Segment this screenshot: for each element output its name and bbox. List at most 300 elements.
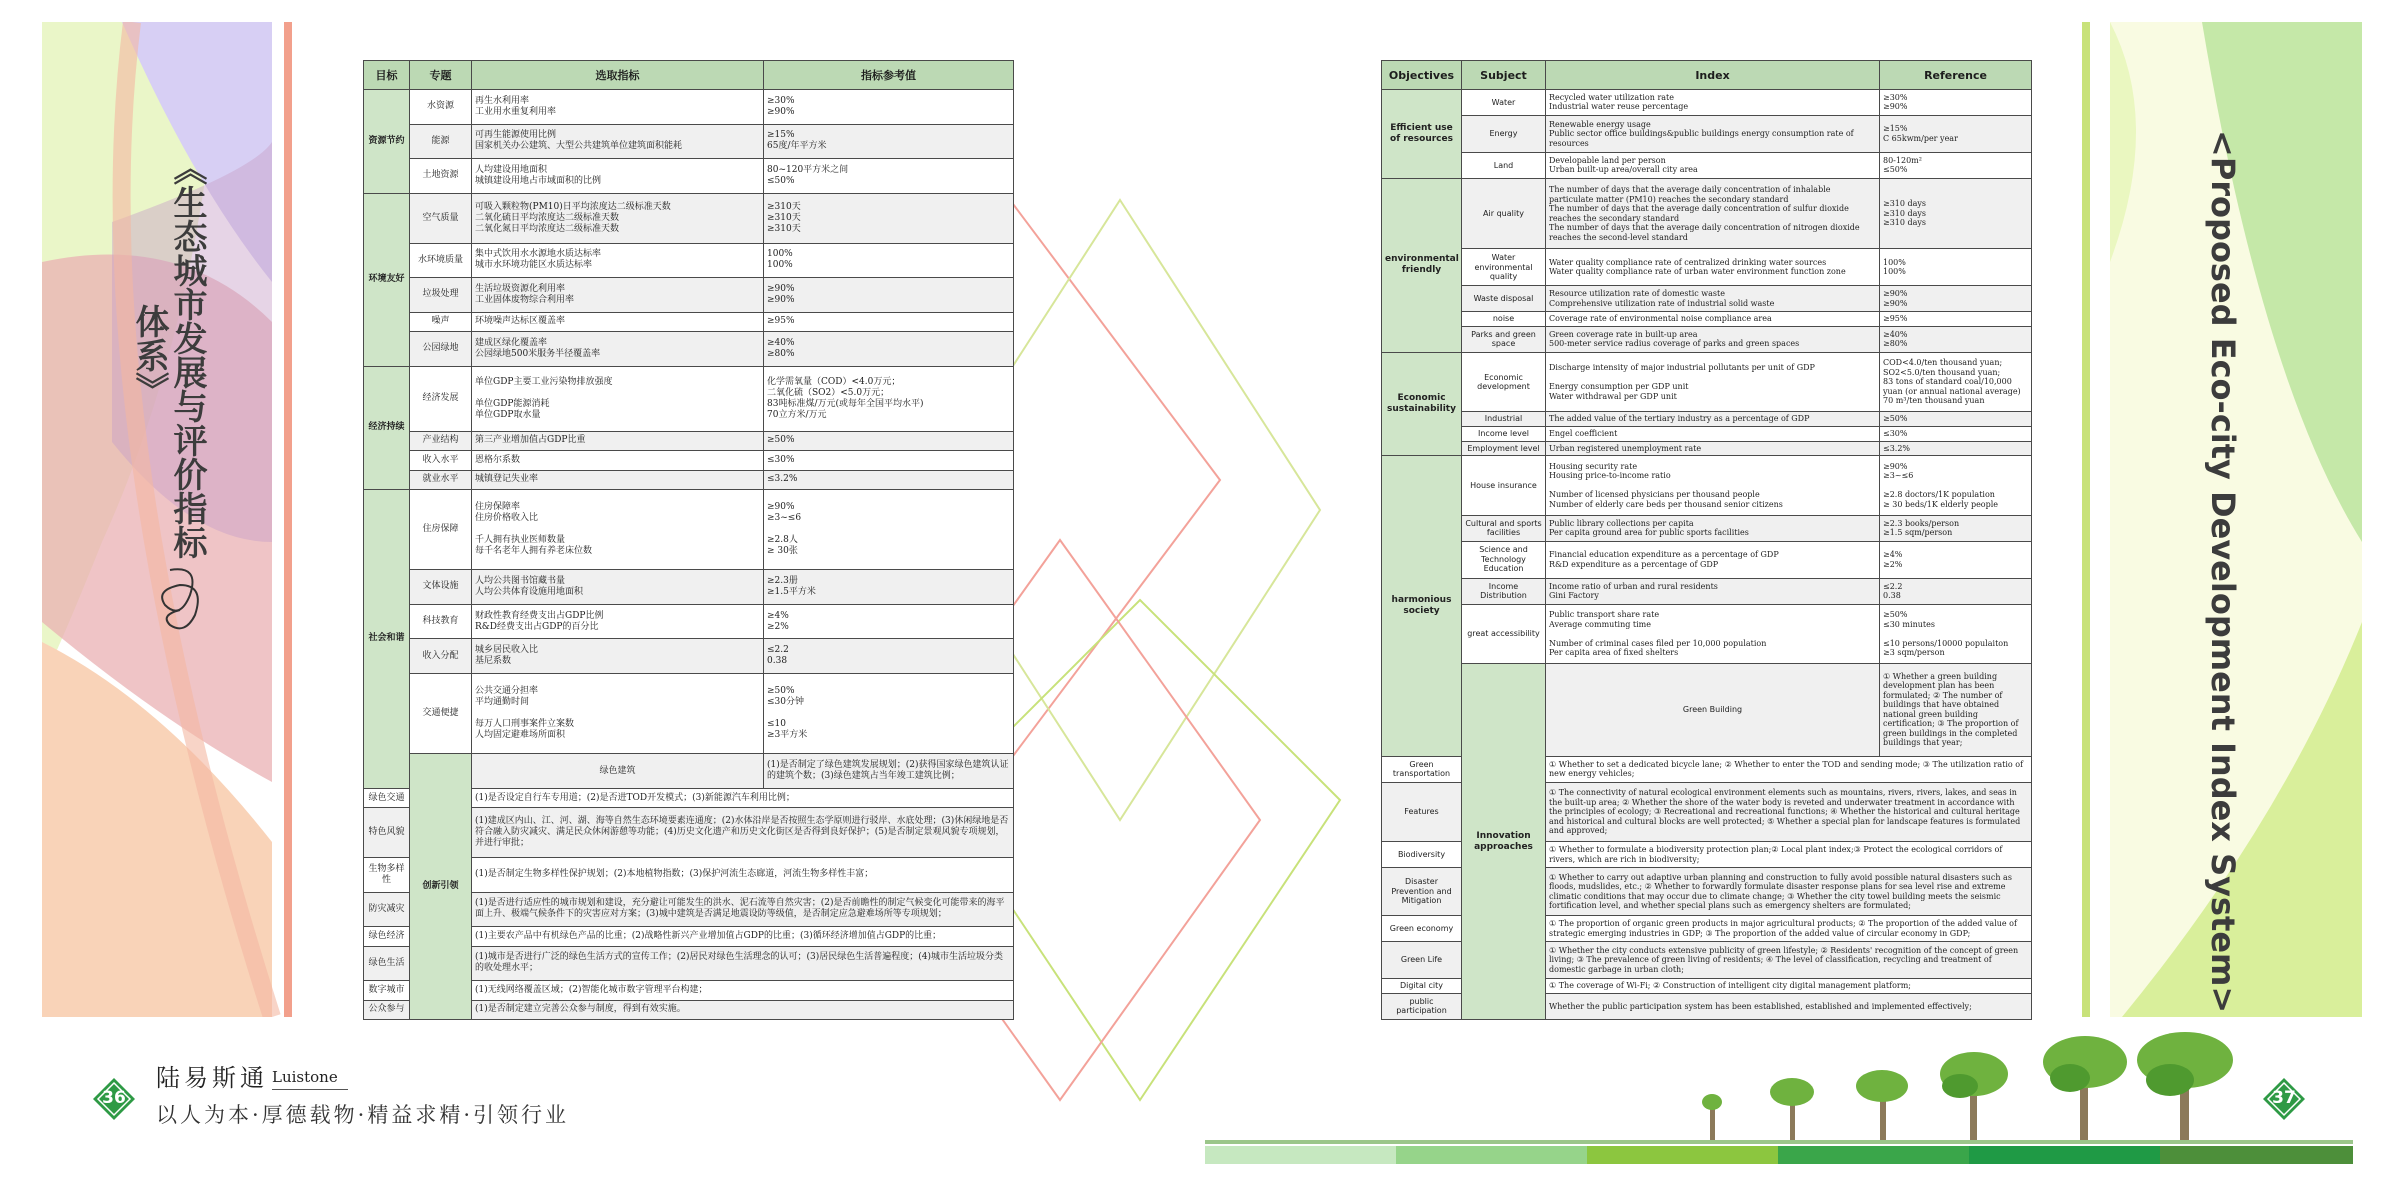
- en-subject-cell: Features: [1382, 782, 1462, 841]
- cn-reference-line: [767, 708, 1010, 719]
- cn-index-line: 人均建设用地面积: [475, 164, 548, 175]
- scribble-logo-icon: [150, 560, 210, 640]
- cn-subject-cell: 产业结构: [410, 431, 472, 450]
- en-index-line: Urban registered unemployment rate: [1549, 443, 1702, 453]
- cn-index-line: 平均通勤时间: [475, 697, 530, 708]
- en-table-row: [1382, 426, 2032, 441]
- cn-category-cell: 社会和谐: [364, 489, 410, 788]
- cn-reference-line: ≥1.5平方米: [767, 586, 816, 597]
- en-subject-cell: Green economy: [1382, 916, 1462, 942]
- cn-subject-cell: 绿色生活: [364, 946, 410, 981]
- en-index-line: Income ratio of urban and rural residents: [1549, 581, 1718, 591]
- en-index-line: ① Whether the city conducts extensive publicity of green lifestyle; ② Residents' recognition of the concept of green living; ③ The prevalence of green living of residents; ④ The level of classification, recycling and treatment of domestic garbage in urban cloth;: [1549, 945, 2019, 974]
- en-table-row: [1382, 115, 2032, 152]
- en-table-body: [1382, 90, 2032, 1020]
- cn-index-line: 再生水利用率: [475, 95, 530, 106]
- cn-index-line: 工业固体废物综合利用率: [475, 294, 575, 305]
- en-header-index: Index: [1546, 61, 1880, 90]
- cn-index-line: (1)是否制定生物多样性保护规划；(2)本地植物指数；(3)保护河流生态廊道，河流生物多样性丰富；: [475, 869, 874, 880]
- cn-index-cell: [472, 858, 1014, 893]
- en-index-line: Per capita area of fixed shelters: [1549, 648, 1679, 658]
- cn-index-line: [475, 708, 760, 719]
- en-index-line: Recycled water utilization rate: [1549, 92, 1674, 102]
- cn-reference-cell: [764, 470, 1014, 489]
- cn-table-row: [364, 451, 1014, 470]
- en-table-row: [1382, 286, 2032, 312]
- cn-index-line: 单位GDP能源消耗: [475, 398, 550, 409]
- en-index-line: ① The proportion of organic green products in major agricultural products; ② The proportion of the added value of strategic emerging industries in GDP; ③ The proportion of the added value of circular economy in GDP;: [1549, 919, 2017, 938]
- cn-index-line: (1)城市是否进行广泛的绿色生活方式的宣传工作；(2)居民对绿色生活理念的认可；(3)居民绿色生活普遍程度；(4)城市生活垃圾分类的收处理水平；: [475, 952, 1003, 974]
- en-index-line: Discharge intensity of major industrial pollutants per unit of GDP: [1549, 363, 1815, 373]
- cn-subject-cell: 就业水平: [410, 470, 472, 489]
- en-header-subject: Subject: [1462, 61, 1546, 90]
- cn-subject-cell: 文体设施: [410, 570, 472, 605]
- cn-index-line: 工业用水重复利用率: [475, 106, 557, 117]
- cn-index-cell: [472, 673, 764, 753]
- en-reference-line: ≤30 minutes: [1883, 619, 1935, 629]
- cn-index-cell: [472, 159, 764, 194]
- right-page-number: 37: [2272, 1088, 2296, 1108]
- brand-divider: [272, 1089, 348, 1090]
- brand-slogan: 以人为本·厚德载物·精益求精·引领行业: [156, 1103, 570, 1127]
- cn-subject-cell: 住房保障: [410, 489, 472, 569]
- cn-index-line: 住房价格收入比: [475, 513, 539, 524]
- en-reference-line: 70 m³/ten thousand yuan: [1883, 396, 1985, 406]
- en-index-line: Industrial water reuse percentage: [1549, 102, 1689, 112]
- en-reference-line: 100%: [1883, 267, 1906, 277]
- cn-reference-line: 二氧化硫（SO2）<5.0万元；: [767, 387, 890, 398]
- cn-reference-line: ≥3~≤6: [767, 513, 802, 524]
- en-index-cell: [1546, 327, 1880, 353]
- cn-subject-cell: 公众参与: [364, 1000, 410, 1019]
- cn-category-cell: 经济持续: [364, 366, 410, 489]
- en-index-table: [1381, 60, 2032, 1020]
- cn-index-line: (1)是否制定了绿色建筑发展规划；(2)获得国家绿色建筑认证的建筑个数；(3)绿色建筑占当年竣工建筑比例；: [767, 760, 1009, 782]
- en-index-line: [1549, 481, 1876, 491]
- en-reference-line: C 65kwm/per year: [1883, 133, 1958, 143]
- en-category-cell: Economic sustainability: [1382, 352, 1462, 456]
- en-reference-line: ≥90%: [1883, 461, 1908, 471]
- cn-subject-cell: 绿色经济: [364, 927, 410, 946]
- en-index-cell: [1546, 90, 1880, 116]
- cn-reference-line: 83吨标准煤/万元(或每年全国平均水平): [767, 398, 924, 409]
- cn-table-row: [364, 570, 1014, 605]
- en-reference-line: ≥95%: [1883, 314, 1908, 324]
- en-subject-cell: Water: [1462, 90, 1546, 116]
- cn-reference-line: 70立方米/万元: [767, 409, 827, 420]
- cn-index-line: 生活垃圾资源化利用率: [475, 283, 566, 294]
- cn-reference-cell: [764, 332, 1014, 367]
- en-index-cell: [1546, 578, 1880, 604]
- cn-subject-cell: 绿色建筑: [472, 754, 764, 789]
- en-reference-line: ≥2%: [1883, 559, 1903, 569]
- en-index-line: Renewable energy usage: [1549, 119, 1651, 129]
- en-subject-cell: Digital city: [1382, 979, 1462, 994]
- cn-index-cell: [472, 489, 764, 569]
- cn-index-cell: [472, 1000, 1014, 1019]
- en-index-line: The number of days that the average daily concentration of inhalable particulate matter (PM10) reaches the secondary standard: [1549, 185, 1831, 204]
- en-reference-cell: [1880, 90, 2032, 116]
- cn-subject-cell: 数字城市: [364, 981, 410, 1000]
- cn-reference-line: ≥310天: [767, 201, 801, 212]
- en-index-cell: [1546, 782, 2032, 841]
- cn-reference-line: ≥310天: [767, 212, 801, 223]
- en-subject-cell: Economic development: [1462, 352, 1546, 411]
- en-index-line: ① The coverage of Wi-Fi; ② Construction of intelligent city digital management platform;: [1549, 981, 1911, 991]
- cn-index-cell: [472, 451, 764, 470]
- en-reference-line: ≥4%: [1883, 550, 1903, 560]
- cn-index-line: 公园绿地500米服务半径覆盖率: [475, 348, 601, 359]
- en-index-line: Number of licensed physicians per thousand people: [1549, 490, 1760, 500]
- cn-index-line: R&D经费支出占GDP的百分比: [475, 621, 599, 632]
- en-index-line: ① Whether to set a dedicated bicycle lane; ② Whether to enter the TOD and sending mode; ③ The utilization ratio of new energy vehicles;: [1549, 759, 2024, 779]
- cn-reference-cell: [764, 90, 1014, 125]
- cn-subject-cell: 收入分配: [410, 639, 472, 674]
- en-index-line: Housing security rate: [1549, 461, 1638, 471]
- cn-index-cell: [472, 604, 764, 639]
- cn-index-line: [475, 388, 760, 399]
- en-index-cell: [1546, 312, 1880, 327]
- en-reference-line: ≥1.5 sqm/person: [1883, 528, 1953, 538]
- cn-table-row: [364, 124, 1014, 159]
- brand-name-en: Luistone: [272, 1068, 338, 1086]
- en-subject-cell: House insurance: [1462, 456, 1546, 515]
- en-subject-cell: Science and Technology Education: [1462, 541, 1546, 578]
- en-subject-cell: Air quality: [1462, 178, 1546, 249]
- en-reference-cell: [1880, 286, 2032, 312]
- cn-reference-cell: [764, 489, 1014, 569]
- cn-subject-cell: 生物多样性: [364, 858, 410, 893]
- cn-index-line: 人均固定避难场所面积: [475, 730, 566, 741]
- cn-reference-line: 100%: [767, 260, 793, 271]
- en-reference-cell: [1880, 152, 2032, 178]
- en-reference-cell: [1880, 312, 2032, 327]
- cn-reference-line: ≥80%: [767, 348, 795, 359]
- en-index-line: [1549, 373, 1876, 383]
- en-index-cell: [1546, 352, 1880, 411]
- en-index-cell: [1546, 441, 1880, 456]
- cn-subject-cell: 经济发展: [410, 366, 472, 431]
- cn-table-row: [364, 278, 1014, 313]
- cn-reference-line: ≥90%: [767, 294, 795, 305]
- en-index-line: Water withdrawal per GDP unit: [1549, 391, 1677, 401]
- en-reference-cell: [1880, 604, 2032, 663]
- cn-index-cell: [472, 570, 764, 605]
- cn-reference-cell: [764, 124, 1014, 159]
- en-index-line: Per capita ground area for public sports facilities: [1549, 528, 1749, 538]
- right-vertical-title: <Proposed Eco-city Development Index System>: [2204, 130, 2242, 1014]
- cn-index-line: 国家机关办公建筑、大型公共建筑单位建筑面积能耗: [475, 141, 683, 152]
- en-reference-cell: [1880, 412, 2032, 427]
- en-index-line: R&D expenditure as a percentage of GDP: [1549, 559, 1719, 569]
- en-table-row: [1382, 327, 2032, 353]
- en-table-row: [1382, 456, 2032, 515]
- en-reference-line: ≥3~≤6: [1883, 471, 1914, 481]
- en-index-cell: [1546, 916, 2032, 942]
- en-index-cell: [1546, 993, 2032, 1019]
- cn-reference-cell: [764, 604, 1014, 639]
- cn-subject-cell: 绿色交通: [364, 788, 410, 807]
- cn-index-cell: [472, 788, 1014, 807]
- en-index-cell: [1546, 868, 2032, 916]
- cn-index-cell: [472, 808, 1014, 858]
- en-reference-line: [1883, 481, 2028, 491]
- en-reference-cell: [1880, 249, 2032, 286]
- en-index-line: Housing price-to-income ratio: [1549, 471, 1671, 481]
- cn-subject-cell: 水环境质量: [410, 243, 472, 278]
- en-subject-cell: Income level: [1462, 426, 1546, 441]
- cn-reference-line: ≤2.2: [767, 645, 789, 656]
- cn-table-row: [364, 470, 1014, 489]
- cn-reference-line: ≥2.3册: [767, 575, 798, 586]
- cn-category-cell: 环境友好: [364, 193, 410, 366]
- cn-reference-cell: [764, 159, 1014, 194]
- cn-reference-line: ≤3.2%: [767, 474, 798, 485]
- en-index-line: Whether the public participation system has been established, established and implemented effectively;: [1549, 1001, 1972, 1011]
- en-reference-line: ≤2.2: [1883, 581, 1903, 591]
- en-reference-line: ≤10 persons/10000 populaiton: [1883, 638, 2009, 648]
- en-index-line: Financial education expenditure as a percentage of GDP: [1549, 550, 1779, 560]
- cn-index-line: 环境噪声达标区覆盖率: [475, 316, 566, 327]
- cn-index-cell: [472, 193, 764, 243]
- en-index-line: Public library collections per capita: [1549, 518, 1694, 528]
- cn-table-row: [364, 639, 1014, 674]
- en-reference-line: ≥80%: [1883, 339, 1908, 349]
- en-index-cell: [1546, 979, 2032, 994]
- cn-index-cell: [472, 124, 764, 159]
- en-subject-cell: Cultural and sports facilities: [1462, 515, 1546, 541]
- en-index-line: Engel coefficient: [1549, 429, 1618, 439]
- cn-index-line: (1)建成区内山、江、河、湖、海等自然生态环境要素连通度；(2)水体沿岸是否按照生态学原则进行驳岸、水底处理；(3)休闲绿地是否符合融入防灾减灾、满足民众休闲游憩等功能；(4)历史文化遗产和历史文化街区是否得到良好保护；(5)是否制定景观风貌专项规划，并进行审批；: [475, 816, 1009, 849]
- cn-index-cell: [472, 243, 764, 278]
- en-index-cell: [1546, 412, 1880, 427]
- bottom-color-bar: [1205, 1140, 2353, 1164]
- cn-index-cell: [472, 278, 764, 313]
- en-reference-line: ≤30%: [1883, 429, 1908, 439]
- en-index-cell: [1546, 115, 1880, 152]
- cn-index-line: (1)是否设定自行车专用道；(2)是否进TOD开发模式；(3)新能源汽车利用比例；: [475, 792, 795, 803]
- en-index-cell: [1546, 178, 1880, 249]
- en-table-row: [1382, 352, 2032, 411]
- cn-header-objective: 目标: [364, 61, 410, 90]
- en-index-cell: [1546, 842, 2032, 868]
- en-index-line: ① Whether to carry out adaptive urban planning and construction to fully avoid possible natural disasters such as floods, mudslides, etc.; ② Whether to forwardly formulate disaster response plans for sea level rise and extreme climatic conditions that may occur due to climate change; ③ Whether the city towel building meets the seismic fortification level, and whether special plans such as emergency shelters are formulated;: [1549, 872, 2012, 911]
- cn-reference-cell: [764, 278, 1014, 313]
- en-index-cell: [1546, 249, 1880, 286]
- cn-table-row: [364, 489, 1014, 569]
- en-reference-line: ≥2.8 doctors/1K population: [1883, 490, 1995, 500]
- en-table-row: [1382, 441, 2032, 456]
- en-reference-line: SO2<5.0/ten thousand yuan;: [1883, 367, 2001, 377]
- cn-index-line: 人均公共图书馆藏书量: [475, 575, 566, 586]
- brand-name-cn: 陆易斯通: [156, 1064, 268, 1092]
- en-index-line: Water quality compliance rate of centralized drinking water sources: [1549, 257, 1827, 267]
- cn-index-line: [475, 524, 760, 535]
- cn-reference-line: ≤30%: [767, 454, 795, 465]
- en-table-row: [1382, 178, 2032, 249]
- en-table-row: [1382, 152, 2032, 178]
- en-index-line: Green coverage rate in built-up area: [1549, 329, 1698, 339]
- en-index-line: ① The connectivity of natural ecological environment elements such as mountains, rivers, rivers, lakes, and seas in the built-up area; ② Whether the shore of the water body is reveted and underwater treatment in accordance with the principles of ecology; ③ Recreational and recreational functions; ④ Whether the historical and cultural heritage and historical and cultural blocks are well protected; ⑤ Whether a special plan for landscape features is formulated and approved;: [1549, 788, 2021, 836]
- left-vertical-title: 《生态城市发展与评价指标体系》: [129, 151, 207, 559]
- en-table-row: [1382, 515, 2032, 541]
- cn-index-line: 二氧化硫日平均浓度达二级标准天数: [475, 212, 620, 223]
- cn-reference-cell: [764, 312, 1014, 331]
- cn-reference-line: ≥15%: [767, 130, 795, 141]
- en-index-line: Urban built-up area/overall city area: [1549, 165, 1698, 175]
- cn-index-line: 城乡居民收入比: [475, 645, 539, 656]
- cn-table-row: [364, 243, 1014, 278]
- cn-reference-line: 80~120平方米之间: [767, 164, 849, 175]
- cn-reference-cell: [764, 431, 1014, 450]
- en-table-row: [1382, 312, 2032, 327]
- en-index-line: Energy consumption per GDP unit: [1549, 382, 1689, 392]
- cn-reference-line: ≤10: [767, 719, 786, 730]
- en-reference-cell: [1880, 426, 2032, 441]
- en-index-line: Number of criminal cases filed per 10,000 population: [1549, 638, 1767, 648]
- en-subject-cell: public participation: [1382, 993, 1462, 1019]
- cn-reference-line: 化学需氧量（COD）<4.0万元；: [767, 376, 901, 387]
- cn-header-reference: 指标参考值: [764, 61, 1014, 90]
- cn-reference-cell: [764, 570, 1014, 605]
- en-index-line: Coverage rate of environmental noise compliance area: [1549, 314, 1772, 324]
- en-subject-cell: Income Distribution: [1462, 578, 1546, 604]
- cn-reference-line: ≥95%: [767, 316, 795, 327]
- cn-reference-line: ≥310天: [767, 223, 801, 234]
- cn-subject-cell: 能源: [410, 124, 472, 159]
- cn-subject-cell: 噪声: [410, 312, 472, 331]
- cn-reference-line: ≥4%: [767, 610, 789, 621]
- en-reference-line: ≥310 days: [1883, 208, 1927, 218]
- tree-icon: [1690, 1030, 2250, 1142]
- en-table-row: [1382, 578, 2032, 604]
- cn-table-row: [364, 90, 1014, 125]
- cn-index-line: 单位GDP取水量: [475, 409, 541, 420]
- en-reference-line: ≥30%: [1883, 92, 1908, 102]
- cn-index-cell: [472, 927, 1014, 946]
- en-index-line: Comprehensive utilization rate of industrial solid waste: [1549, 298, 1775, 308]
- cn-reference-line: ≥50%: [767, 686, 795, 697]
- cn-index-cell: [472, 946, 1014, 981]
- en-index-line: ① Whether a green building development plan has been formulated; ② The number of buildings that have obtained national green building certification; ③ The proportion of green buildings in the completed buildings that year;: [1883, 671, 2019, 748]
- cn-index-line: 千人拥有执业医师数量: [475, 535, 566, 546]
- cn-index-line: 城市水环境功能区水质达标率: [475, 260, 593, 271]
- left-page-number: 36: [102, 1088, 126, 1108]
- cn-index-line: 集中式饮用水水源地水质达标率: [475, 249, 602, 260]
- cn-reference-line: ≥2.8人: [767, 535, 798, 546]
- cn-index-line: 基尼系数: [475, 656, 512, 667]
- en-index-line: Developable land per person: [1549, 155, 1666, 165]
- en-subject-cell: great accessibility: [1462, 604, 1546, 663]
- en-index-cell: [1546, 286, 1880, 312]
- en-reference-line: ≥90%: [1883, 289, 1908, 299]
- en-index-cell: [1546, 604, 1880, 663]
- en-reference-cell: [1880, 515, 2032, 541]
- cn-index-cell: [472, 639, 764, 674]
- en-reference-line: ≥90%: [1883, 298, 1908, 308]
- en-index-line: [1549, 629, 1876, 639]
- en-reference-cell: [1880, 578, 2032, 604]
- en-reference-line: ≥90%: [1883, 102, 1908, 112]
- cn-table-row: [364, 604, 1014, 639]
- cn-index-cell: [472, 312, 764, 331]
- en-reference-cell: [1880, 115, 2032, 152]
- en-subject-cell: noise: [1462, 312, 1546, 327]
- en-subject-cell: Energy: [1462, 115, 1546, 152]
- cn-reference-line: ≥ 30张: [767, 546, 798, 557]
- en-category-cell: Innovation approaches: [1462, 664, 1546, 1020]
- cn-reference-line: ≥2%: [767, 621, 789, 632]
- cn-reference-line: ≥30%: [767, 95, 795, 106]
- cn-reference-line: ≥3平方米: [767, 730, 808, 741]
- cn-reference-line: ≤30分钟: [767, 697, 804, 708]
- en-index-line: Public sector office buildings&public buildings energy consumption rate of resources: [1549, 129, 1854, 148]
- cn-table-row: [364, 332, 1014, 367]
- cn-header-index: 选取指标: [472, 61, 764, 90]
- en-reference-line: [1883, 629, 2028, 639]
- en-subject-cell: Disaster Prevention and Mitigation: [1382, 868, 1462, 916]
- en-table-row: [1382, 541, 2032, 578]
- cn-subject-cell: 收入水平: [410, 451, 472, 470]
- en-reference-cell: [1880, 352, 2032, 411]
- cn-reference-line: ≥50%: [767, 435, 795, 446]
- en-reference-line: ≥15%: [1883, 124, 1908, 134]
- en-index-cell: [1546, 515, 1880, 541]
- en-index-line: Number of elderly care beds per thousand senior citizens: [1549, 499, 1783, 509]
- cn-reference-line: 65度/年平方米: [767, 141, 827, 152]
- en-index-line: Average commuting time: [1549, 619, 1652, 629]
- cn-subject-cell: 科技教育: [410, 604, 472, 639]
- en-category-cell: Efficient use of resources: [1382, 90, 1462, 179]
- en-index-line: Resource utilization rate of domestic waste: [1549, 289, 1725, 299]
- en-reference-line: ≥50%: [1883, 414, 1908, 424]
- cn-reference-line: ≥90%: [767, 106, 795, 117]
- cn-header-subject: 专题: [410, 61, 472, 90]
- en-reference-cell: [1880, 541, 2032, 578]
- cn-reference-line: ≥40%: [767, 337, 795, 348]
- cn-reference-line: 0.38: [767, 656, 788, 667]
- en-subject-cell: Parks and green space: [1462, 327, 1546, 353]
- cn-index-line: 城镇登记失业率: [475, 474, 539, 485]
- cn-table-row: [364, 754, 1014, 789]
- en-subject-cell: Green Building: [1546, 664, 1880, 757]
- cn-category-cell: 资源节约: [364, 90, 410, 194]
- cn-reference-line: 100%: [767, 249, 793, 260]
- cn-index-cell: [472, 892, 1014, 927]
- en-reference-cell: [1880, 178, 2032, 249]
- cn-index-line: 二氧化氮日平均浓度达二级标准天数: [475, 223, 620, 234]
- cn-index-line: (1)是否制定建立完善公众参与制度，得到有效实施。: [475, 1004, 686, 1015]
- en-reference-line: ≥310 days: [1883, 218, 1927, 228]
- en-reference-line: 80-120m²: [1883, 155, 1922, 165]
- cn-index-cell: [764, 754, 1014, 789]
- cn-subject-cell: 水资源: [410, 90, 472, 125]
- cn-table-row: [364, 312, 1014, 331]
- cn-index-table: [363, 60, 1014, 1020]
- cn-table-row: [364, 431, 1014, 450]
- cn-subject-cell: 土地资源: [410, 159, 472, 194]
- cn-table-row: [364, 159, 1014, 194]
- en-reference-cell: [1880, 441, 2032, 456]
- en-table-row: [1382, 249, 2032, 286]
- en-index-line: Gini Factory: [1549, 591, 1599, 601]
- en-index-cell: [1546, 756, 2032, 782]
- en-reference-line: ≤3.2%: [1883, 443, 1911, 453]
- cn-index-cell: [472, 981, 1014, 1000]
- en-index-line: ① Whether to formulate a biodiversity protection plan;② Local plant index;③ Protect the ecological corridors of rivers, which are rich in biodiversity;: [1549, 845, 2003, 864]
- cn-index-line: (1)主要农产品中有机绿色产品的比重；(2)战略性新兴产业增加值占GDP的比重；(3)循环经济增加值占GDP的比重；: [475, 930, 942, 941]
- en-index-cell: [1546, 456, 1880, 515]
